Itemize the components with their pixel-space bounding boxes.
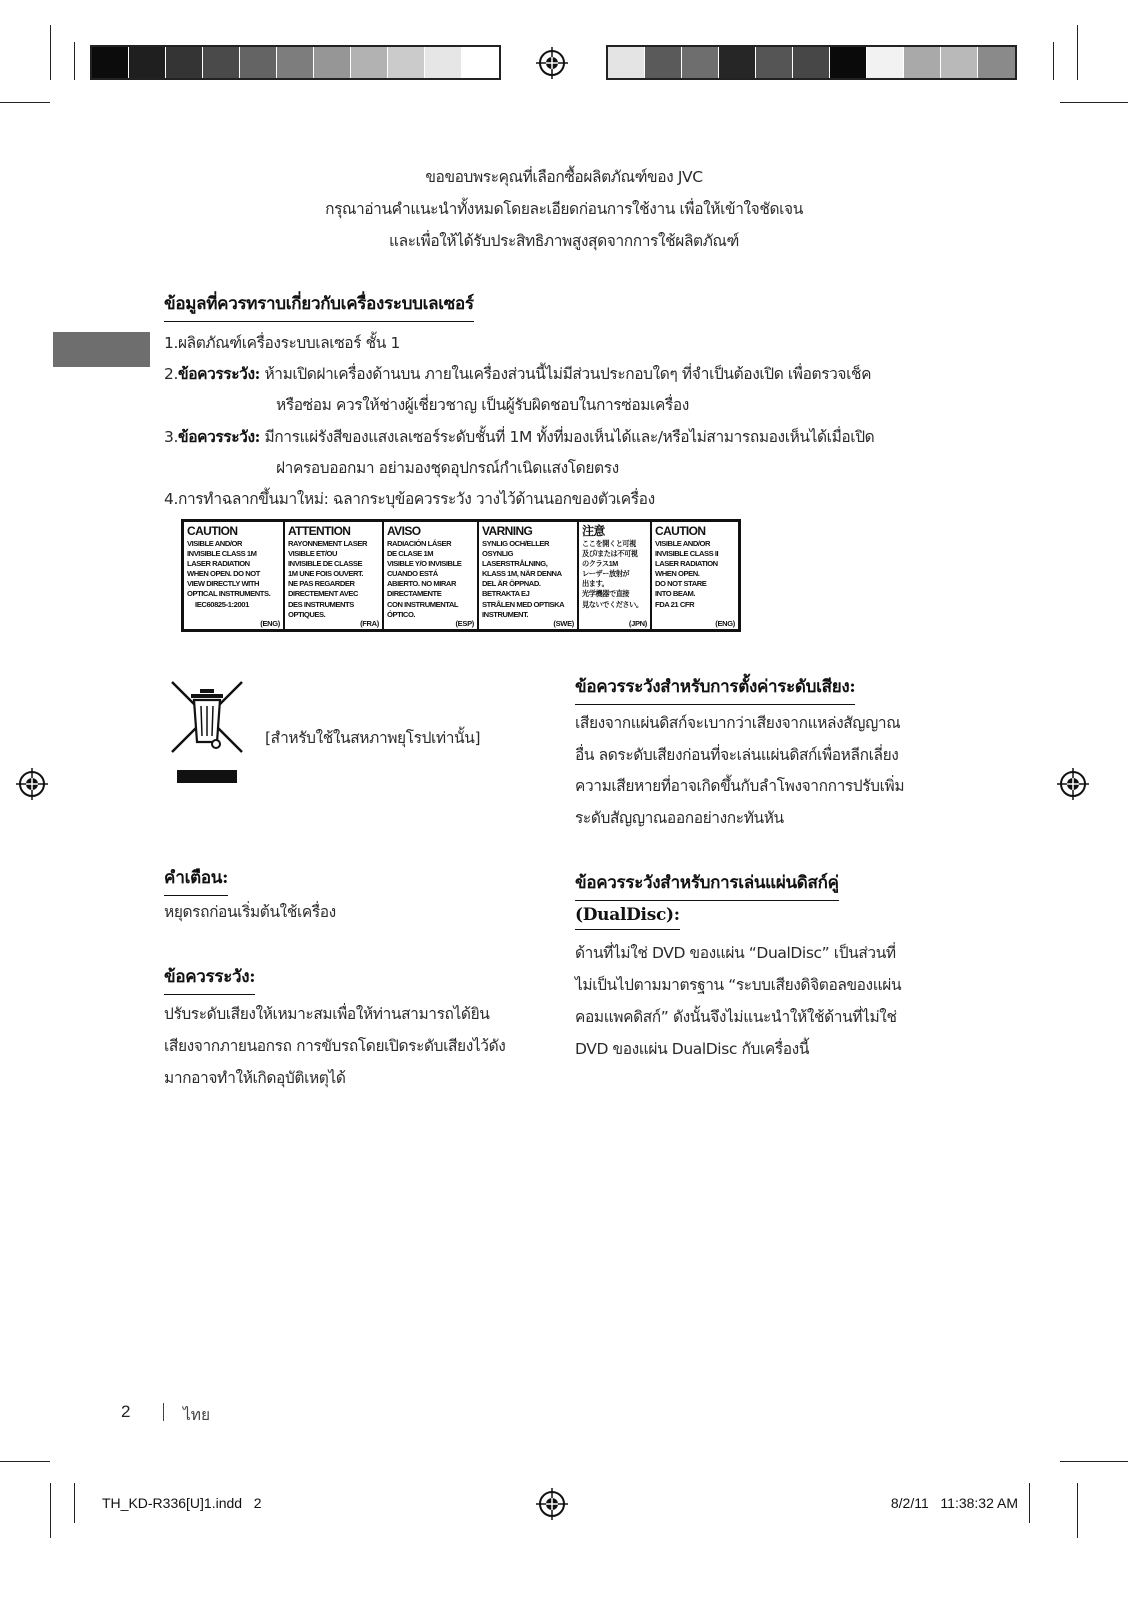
color-swatch (462, 47, 499, 78)
color-swatch (425, 47, 462, 78)
label-cell-text: VISIBLE AND/OR INVISIBLE CLASS II LASER RADIATION WHEN OPEN. DO NOT STARE INTO BEAM. FDA 21 CFR (655, 539, 719, 609)
label-cell-fra (285, 522, 384, 629)
color-swatch (92, 47, 129, 78)
warning-text: หยุดรถก่อนเริ่มต้นใช้เครื่อง (164, 903, 336, 921)
laser-item-2-continued: หรือซ่อม ควรให้ช่างผู้เชี่ยวชาญ เป็นผู้รับผิดชอบในการซ่อมเครื่อง (276, 396, 689, 414)
label-cell-text: RADIACIÓN LÁSER DE CLASE 1M VISIBLE Y/O INVISIBLE CUANDO ESTÁ ABIERTO. NO MIRAR DIRECTAMENTE CON INSTRUMENTAL ÓPTICO. (387, 539, 462, 619)
color-swatch (277, 47, 314, 78)
laser-item-3 (164, 424, 874, 449)
label-cell-title: VARNING (482, 524, 533, 538)
intro-line-1: ขอขอบพระคุณที่เลือกซื้อผลิตภัณฑ์ของ JVC (425, 168, 703, 186)
color-swatch (941, 47, 978, 78)
crop-mark-top-left-h (0, 102, 50, 103)
crop-mark-bottom-left-h (0, 1461, 50, 1462)
laser-item-3-text: มีการแผ่รังสีของแสงเลเซอร์ระดับชั้นที่ 1M ทั้งที่มองเห็นได้และ/หรือไม่สามารถมองเห็นได้เมื่อเปิด (259, 428, 875, 446)
laser-item-4: 4.การทำฉลากขึ้นมาใหม่: ฉลากระบุข้อควรระวัง วางไว้ด้านนอกของตัวเครื่อง (164, 490, 655, 508)
laser-item-2-number: 2. (164, 365, 178, 383)
laser-item-3-number: 3. (164, 428, 178, 446)
laser-item-3-caution-label: ข้อควรระวัง: (178, 427, 260, 446)
color-swatch (904, 47, 941, 78)
label-cell-eng (184, 522, 285, 629)
crop-mark-bottom-right-v2 (1029, 1483, 1030, 1523)
color-swatch (240, 47, 277, 78)
crop-mark-top-right-h (1060, 102, 1128, 103)
color-swatch (645, 47, 682, 78)
color-swatch (830, 47, 867, 78)
color-swatch (793, 47, 830, 78)
color-swatch (166, 47, 203, 78)
color-swatch (719, 47, 756, 78)
crop-mark-bottom-left-v2 (74, 1483, 75, 1523)
caution-line-1: ปรับระดับเสียงให้เหมาะสมเพื่อให้ท่านสามารถได้ยิน (164, 1005, 490, 1023)
laser-caution-label (181, 519, 741, 632)
label-cell-code: (ENG) (260, 619, 280, 628)
volume-caution-line-2: อื่น ลดระดับเสียงก่อนที่จะเล่นแผ่นดิสก์เพื่อหลีกเลี่ยง (575, 746, 899, 764)
crop-mark-top-right-v2 (1053, 42, 1054, 80)
laser-item-2 (164, 361, 871, 386)
crossed-out-wheelie-bin-icon (170, 680, 244, 790)
color-swatch (978, 47, 1015, 78)
label-cell-swe (479, 522, 579, 629)
registration-mark-left-icon (16, 768, 48, 800)
caution-line-3: มากอาจทำให้เกิดอุบัติเหตุได้ (164, 1069, 346, 1087)
slug-file-name: TH_KD-R336[U]1.indd 2 (102, 1495, 262, 1511)
volume-caution-heading: ข้อควรระวังสำหรับการตั้งค่าระดับเสียง: (575, 673, 855, 705)
laser-item-1: 1.ผลิตภัณฑ์เครื่องระบบเลเซอร์ ชั้น 1 (164, 334, 400, 352)
color-swatch (351, 47, 388, 78)
label-cell-jpn (579, 522, 652, 629)
label-cell-code: (FRA) (360, 619, 379, 628)
color-swatch (756, 47, 793, 78)
color-swatch (682, 47, 719, 78)
color-swatch (388, 47, 425, 78)
label-cell-text: VISIBLE AND/OR INVISIBLE CLASS 1M LASER RADIATION WHEN OPEN. DO NOT VIEW DIRECTLY WITH OPTICAL INSTRUMENTS. (187, 539, 271, 599)
warning-heading: คำเตือน: (164, 864, 228, 896)
color-swatch (867, 47, 904, 78)
label-cell-text: SYNLIG OCH/ELLER OSYNLIG LASERSTRÅLNING, KLASS 1M, NÄR DENNA DEL ÄR ÖPPNAD. BETRAKTA EJ STRÅLEN MED OPTISKA INSTRUMENT. (482, 539, 565, 619)
color-swatch (314, 47, 351, 78)
color-swatch (608, 47, 645, 78)
label-cell-eng-fda (652, 522, 738, 629)
dualdisc-heading: ข้อควรระวังสำหรับการเล่นแผ่นดิสก์คู่ (575, 869, 839, 901)
laser-item-2-caution-label: ข้อควรระวัง: (178, 364, 260, 383)
registration-mark-bottom-icon (536, 1488, 568, 1520)
laser-heading: ข้อมูลที่ควรทราบเกี่ยวกับเครื่องระบบเลเซอร์ (164, 290, 474, 322)
label-cell-text: ここを開くと可視 及び/または不可視 のクラス1M レーザー放射が 出ます。 光学機器で直接 見ないでください。 (582, 539, 643, 609)
label-cell-title: 注意 (582, 524, 605, 538)
slug-timestamp: 8/2/11 11:38:32 AM (890, 1495, 1018, 1511)
label-cell-standard: IEC60825-1:2001 (195, 599, 249, 609)
dualdisc-line-2: ไม่เป็นไปตามมาตรฐาน “ระบบเสียงดิจิตอลของแผ่น (575, 976, 902, 994)
laser-item-2-text: ห้ามเปิดฝาเครื่องด้านบน ภายในเครื่องส่วนนี้ไม่มีส่วนประกอบใดๆ ที่จำเป็นต้องเปิด เพื่อตรวจเช็ค (259, 365, 872, 383)
laser-item-3-continued: ฝาครอบออกมา อย่ามองชุดอุปกรณ์กำเนิดแสงโดยตรง (276, 459, 619, 477)
crop-mark-top-left-v2 (74, 42, 75, 80)
label-cell-code: (ENG) (715, 619, 735, 628)
section-tab-marker (53, 332, 150, 367)
crop-mark-bottom-right-v (1077, 1483, 1078, 1538)
caution-heading: ข้อควรระวัง: (164, 963, 255, 995)
right-grayscale-bar (606, 45, 1017, 80)
intro-line-3: และเพื่อให้ได้รับประสิทธิภาพสูงสุดจากการใช้ผลิตภัณฑ์ (389, 232, 739, 250)
crop-mark-top-right-v (1077, 25, 1078, 80)
page-number: 2 (121, 1402, 131, 1421)
volume-caution-line-1: เสียงจากแผ่นดิสก์จะเบากว่าเสียงจากแหล่งสัญญาณ (575, 714, 901, 732)
crop-mark-bottom-right-h (1060, 1461, 1128, 1462)
page-number-separator (163, 1403, 164, 1421)
color-swatch (203, 47, 240, 78)
label-cell-code: (ESP) (455, 619, 474, 628)
label-cell-esp (384, 522, 479, 629)
dualdisc-line-3: คอมแพคดิสก์” ดังนั้นจึงไม่แนะนำให้ใช้ด้านที่ไม่ใช่ (575, 1008, 897, 1026)
label-cell-title: CAUTION (187, 524, 238, 538)
label-cell-title: AVISO (387, 524, 421, 538)
crop-mark-bottom-left-v (50, 1483, 51, 1538)
crop-mark-top-left-v (50, 25, 51, 80)
dualdisc-line-1: ด้านที่ไม่ใช่ DVD ของแผ่น “DualDisc” เป็นส่วนที่ (575, 944, 896, 962)
volume-caution-line-4: ระดับสัญญาณออกอย่างกะทันหัน (575, 809, 784, 827)
dualdisc-heading-continued: (DualDisc): (575, 905, 680, 930)
registration-mark-right-icon (1057, 768, 1089, 800)
label-cell-code: (JPN) (628, 619, 647, 628)
label-cell-title: CAUTION (655, 524, 706, 538)
label-cell-text: RAYONNEMENT LASER VISIBLE ET/OU INVISIBLE DE CLASSE 1M UNE FOIS OUVERT. NE PAS REGARDER DIRECTEMENT AVEC DES INSTRUMENTS OPTIQUES. (288, 539, 367, 619)
color-swatch (129, 47, 166, 78)
volume-caution-line-3: ความเสียหายที่อาจเกิดขึ้นกับลำโพงจากการปรับเพิ่ม (575, 777, 905, 795)
label-cell-title: ATTENTION (288, 524, 351, 538)
dualdisc-line-4: DVD ของแผ่น DualDisc กับเครื่องนี้ (575, 1040, 810, 1058)
weee-caption: [สำหรับใช้ในสหภาพยุโรปเท่านั้น] (265, 729, 481, 747)
page-language: ไทย (183, 1406, 211, 1424)
left-grayscale-bar (90, 45, 501, 80)
label-cell-code: (SWE) (553, 619, 574, 628)
intro-line-2: กรุณาอ่านคำแนะนำทั้งหมดโดยละเอียดก่อนการใช้งาน เพื่อให้เข้าใจชัดเจน (325, 200, 803, 218)
caution-line-2: เสียงจากภายนอกรถ การขับรถโดยเปิดระดับเสียงไว้ดัง (164, 1037, 506, 1055)
registration-mark-top-icon (536, 47, 568, 79)
